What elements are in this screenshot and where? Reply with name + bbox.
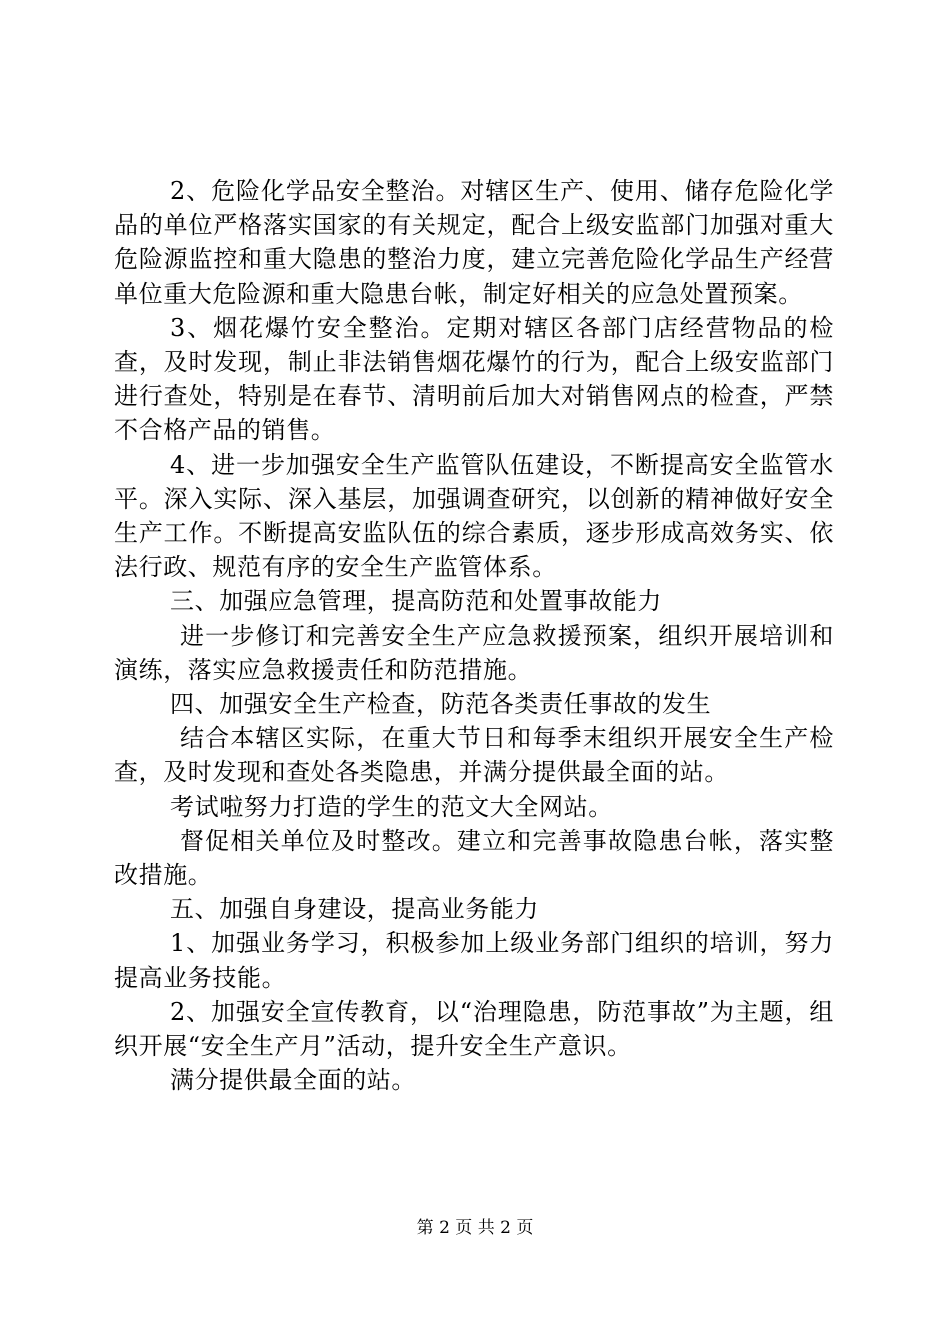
heading-self-construction: 五、加强自身建设，提高业务能力	[170, 895, 539, 924]
paragraph-closing-note: 满分提供最全面的站。	[170, 1066, 416, 1095]
paragraph-fireworks: 3、烟花爆竹安全整治。定期对辖区各部门店经营物品的检查，及时发现，制止非法销售烟花爆竹的行为，配合上级安监部门进行查处，特别是在春节、清明前后加大对销售网点的检查，严禁不合格产品的销售。	[114, 313, 834, 445]
page-footer	[0, 1218, 950, 1238]
document-body	[114, 174, 834, 1097]
paragraph-rectification: 督促相关单位及时整改。建立和完善事故隐患台帐，落实整改措施。	[114, 826, 834, 890]
page-number-label: 第 2 页 共 2 页	[416, 1218, 534, 1238]
paragraph-supervision-team: 4、进一步加强安全生产监管队伍建设，不断提高安全监管水平。深入实际、深入基层，加强调查研究，以创新的精神做好安全生产工作。不断提高安监队伍的综合素质，逐步形成高效务实、依法行政、规范有序的安全生产监管体系。	[114, 450, 834, 582]
paragraph-safety-publicity: 2、加强安全宣传教育，以“治理隐患，防范事故”为主题，组织开展“安全生产月”活动，提升安全生产意识。	[114, 997, 834, 1061]
paragraph-emergency-plan: 进一步修订和完善安全生产应急救援预案，组织开展培训和演练，落实应急救援责任和防范措施。	[114, 621, 834, 684]
paragraph-site-note: 考试啦努力打造的学生的范文大全网站。	[170, 792, 613, 821]
heading-emergency-management: 三、加强应急管理，提高防范和处置事故能力	[170, 587, 662, 616]
paragraph-inspection: 结合本辖区实际，在重大节日和每季末组织开展安全生产检查，及时发现和查处各类隐患，并满分提供最全面的站。	[114, 724, 834, 787]
paragraph-business-study: 1、加强业务学习，积极参加上级业务部门组织的培训，努力提高业务技能。	[114, 929, 834, 992]
paragraph-hazardous-chemicals: 2、危险化学品安全整治。对辖区生产、使用、储存危险化学品的单位严格落实国家的有关规定，配合上级安监部门加强对重大危险源监控和重大隐患的整治力度，建立完善危险化学品生产经营单位重大危险源和重大隐患台帐，制定好相关的应急处置预案。	[114, 177, 834, 308]
heading-safety-inspection: 四、加强安全生产检查，防范各类责任事故的发生	[170, 690, 712, 719]
